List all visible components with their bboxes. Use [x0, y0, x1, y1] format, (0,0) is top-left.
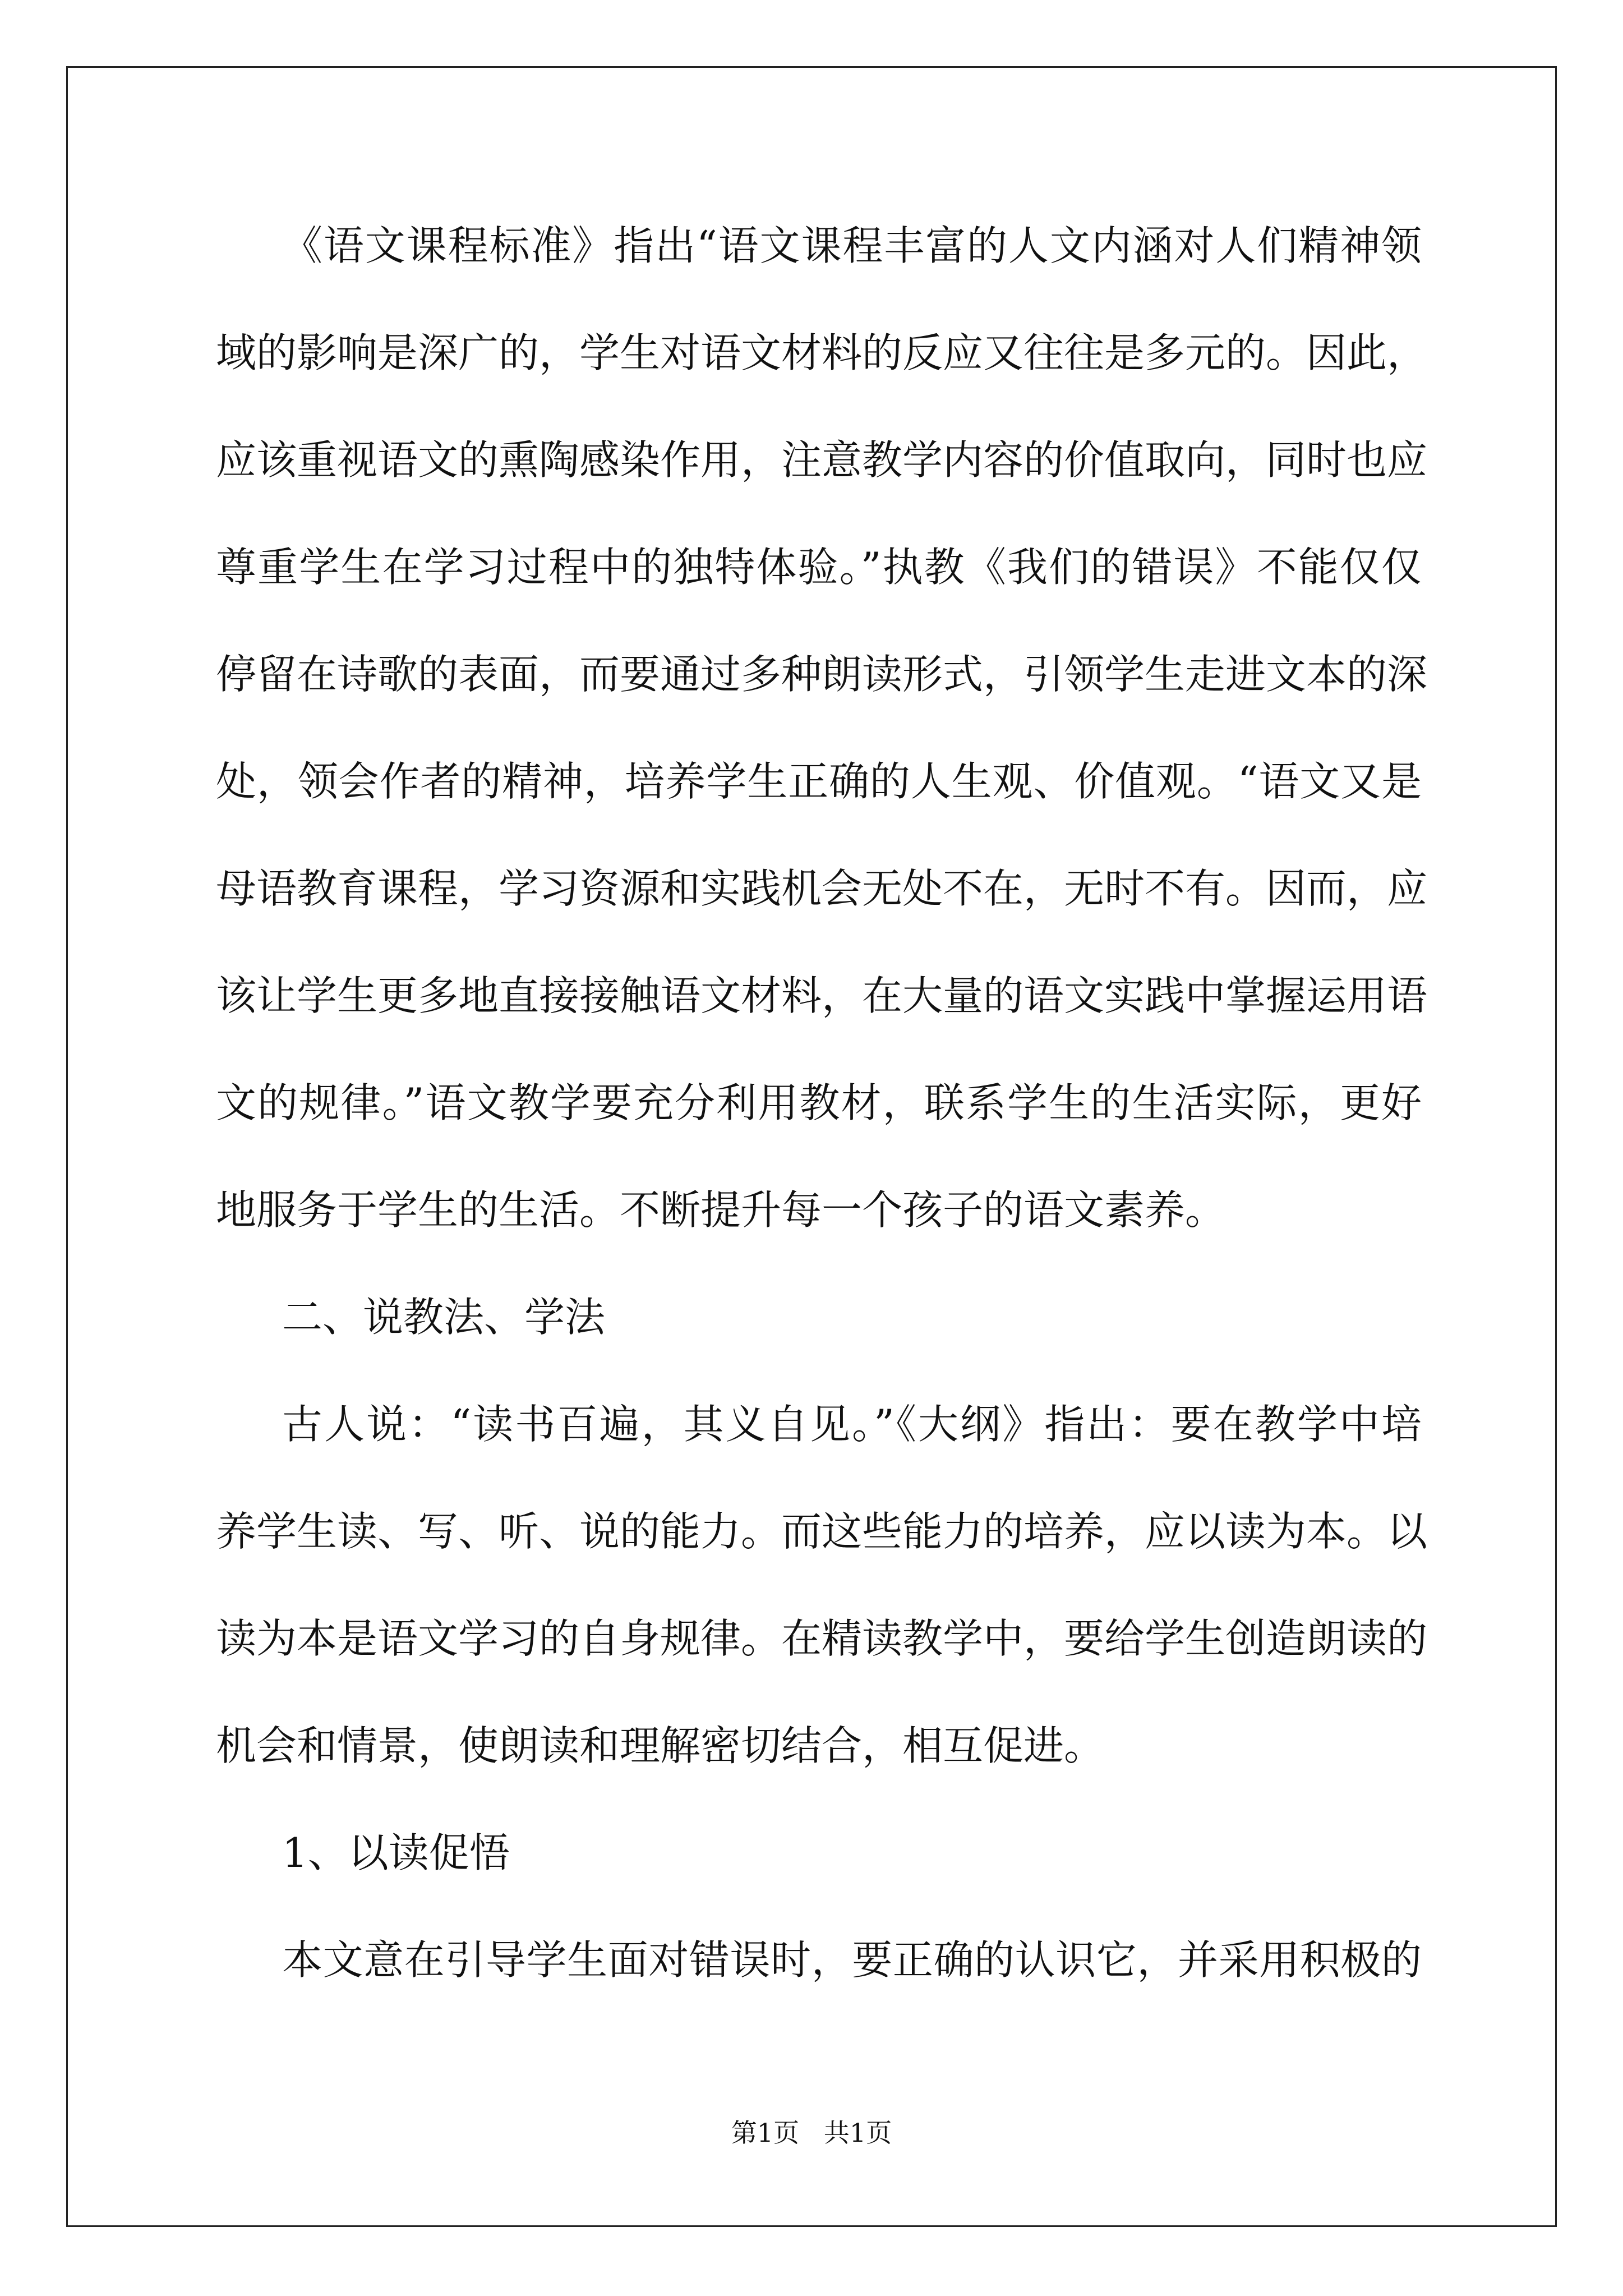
text-line: 域的影响是深广的，学生对语文材料的反应又往往是多元的。因此，	[216, 329, 1428, 376]
text-line: 《语文课程标准》指出“语文课程丰富的人文内涵对人们精神领	[282, 222, 1422, 269]
text-line: 机会和情景，使朗读和理解密切结合，相互促进。	[216, 1722, 1105, 1769]
text-line: 该让学生更多地直接接触语文材料，在大量的语文实践中掌握运用语	[216, 972, 1428, 1019]
text-line: 停留在诗歌的表面，而要通过多种朗读形式，引领学生走进文本的深	[216, 651, 1428, 698]
text-line: 处，领会作者的精神，培养学生正确的人生观、价值观。“语文又是	[216, 758, 1422, 805]
text-line: 本文意在引导学生面对错误时，要正确的认识它，并采用积极的	[282, 1936, 1422, 1984]
text-line: 尊重学生在学习过程中的独特体验。”执教《我们的错误》不能仅仅	[216, 544, 1422, 591]
text-line: 文的规律。”语文教学要充分利用教材，联系学生的生活实际，更好	[216, 1079, 1422, 1126]
page-number-footer: 第1页 共1页	[731, 2118, 892, 2148]
text-line: 古人说：“读书百遍，其义自见。”《大纲》指出：要在教学中培	[282, 1401, 1422, 1448]
subsection-heading: 1、以读促悟	[282, 1829, 510, 1876]
text-line: 母语教育课程，学习资源和实践机会无处不在，无时不有。因而，应	[216, 865, 1428, 912]
section-heading: 二、说教法、学法	[282, 1294, 606, 1341]
text-line: 应该重视语文的熏陶感染作用，注意教学内容的价值取向，同时也应	[216, 436, 1428, 484]
document-body	[216, 217, 1428, 2038]
text-line: 养学生读、写、听、说的能力。而这些能力的培养，应以读为本。以	[216, 1508, 1428, 1555]
text-line: 读为本是语文学习的自身规律。在精读教学中，要给学生创造朗读的	[216, 1615, 1428, 1662]
text-line: 地服务于学生的生活。不断提升每一个孩子的语文素养。	[216, 1186, 1226, 1234]
